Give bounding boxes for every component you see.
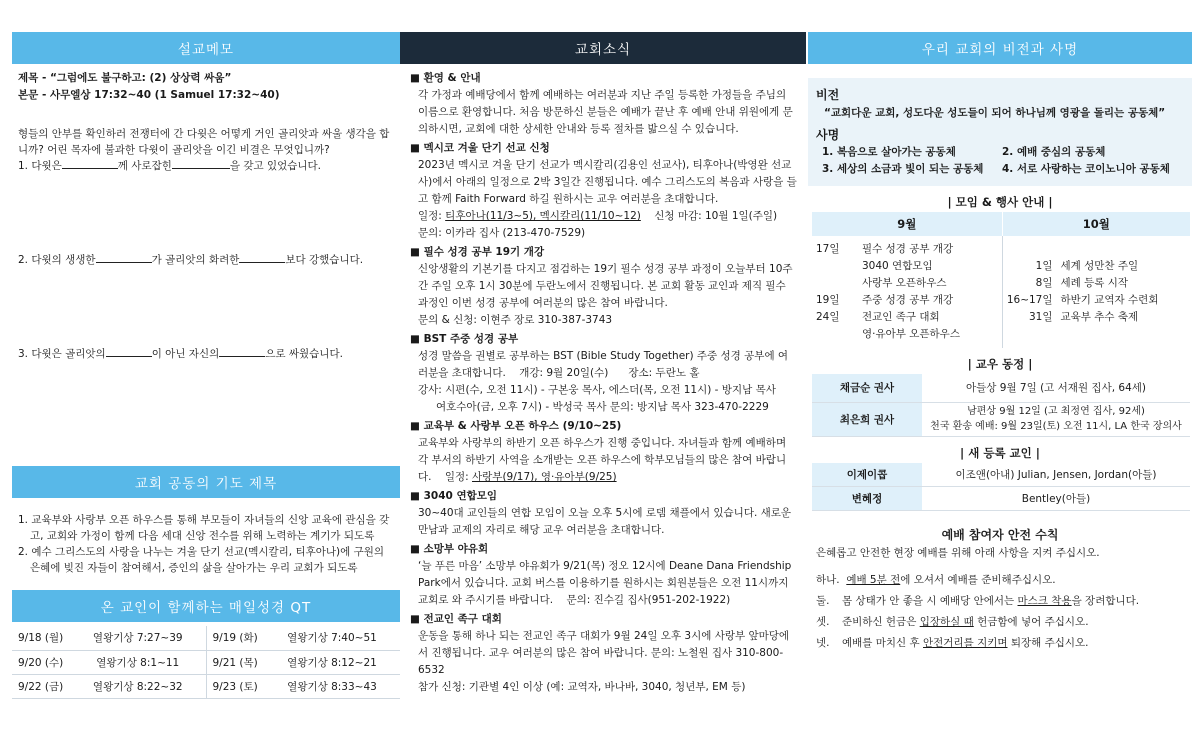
mission-label: 사명 (816, 128, 840, 142)
news-bst-title: ■ BST 주중 성경 공부 (410, 333, 519, 345)
events-sep-list: 17일 필수 성경 공부 개강 3040 연합모임 사랑부 오픈하우스 19일 주중 성경 공부 개강 24일 전교인 족구 대회 영·유아부 오픈하우스 (812, 236, 1002, 348)
left-column (12, 32, 400, 693)
right-column (808, 32, 1192, 652)
middle-column (400, 32, 806, 696)
new-members-table (812, 463, 1190, 512)
prayer-list (12, 506, 400, 576)
table-row: 채금순 권사 아들상 9월 7일 (고 서재원 집사, 64세) (812, 374, 1190, 402)
vision-label: 비전 (816, 88, 840, 102)
events-sep-label: 9월 (812, 212, 1002, 236)
events-oct-list: 1일 세계 성만찬 주일 8일 세례 등록 시작 16~17일 하반기 교역자 수련회 31일 교육부 추수 축제 (1006, 260, 1159, 323)
members-news-table (812, 374, 1190, 437)
vision-box (808, 78, 1192, 186)
sermon-intro: 형들의 안부를 확인하러 전쟁터에 간 다윗은 어떻게 거인 골리앗과 싸울 생각을 합니까? 어린 목자에 불과한 다윗이 골리앗을 이긴 비결은 무엇입니까? (18, 128, 390, 156)
sermon-question-1: 1. 다윗은 께 사로잡힌 을 갖고 있었습니다. (18, 160, 322, 172)
news-bst-teachers: 강사: 시편(수, 오전 11시) - 구본웅 목사, 에스더(목, 오전 11시) - 방지남 목사 (418, 384, 776, 396)
news-soccer-body: 운동을 통해 하나 되는 전교인 족구 대회가 9월 24일 오후 3시에 사랑부 앞마당에서 진행됩니다. 교우 여러분의 많은 참여 바랍니다. 문의: 노철원 집사 310-800-6532 (418, 630, 790, 676)
news-mission-title: ■ 멕시코 겨울 단기 선교 신청 (410, 142, 550, 154)
vision-text: “교회다운 교회, 성도다운 성도들이 되어 하나님께 영광을 돌리는 공동체” (824, 107, 1166, 119)
prayer-item: 1. 교육부와 사랑부 오픈 하우스를 통해 부모들이 자녀들의 신앙 교육에 관심을 갖고, 교회와 가정이 함께 다음 세대 신앙 전수를 위해 노력하는 계기가 되도록 (18, 514, 390, 542)
news-mission-contact: 문의: 이카라 집사 (213-470-7529) (418, 227, 586, 239)
news-hope-title: ■ 소망부 야유회 (410, 543, 489, 555)
news-bst-teachers-2: 여호수아(금, 오후 7시) - 박성국 목사 문의: 방지남 목사 323-470-2229 (436, 401, 769, 413)
sermon-question-3: 3. 다윗은 골리앗의 이 아닌 자신의 으로 싸웠습니다. (18, 348, 343, 360)
qt-header: 온 교인이 함께하는 매일성경 QT (12, 590, 400, 622)
table-row: 변혜정 Bentley(아들) (812, 487, 1190, 511)
news-3040-body: 30~40대 교인들의 연합 모임이 오늘 오후 5시에 로뎀 채플에서 있습니다. 새로운 만남과 교제의 자리로 해당 교우 여러분을 초대합니다. (418, 507, 792, 536)
sermon-title: 제목 - “그럼에도 불구하고: (2) 상상력 싸움” (18, 72, 232, 84)
safety-item: 하나. 예배 5분 전에 오셔서 예배를 준비해주십시오. (816, 574, 1056, 586)
news-3040-title: ■ 3040 연합모임 (410, 490, 498, 502)
events-table (812, 212, 1190, 348)
table-row: 9/20 (수) 열왕기상 8:1~11 9/21 (목) 열왕기상 8:12~21 (12, 650, 400, 674)
prayer-header: 교회 공동의 기도 제목 (12, 466, 400, 498)
new-members-title: | 새 등록 교인 | (960, 445, 1040, 460)
members-news-title: | 교우 동정 | (967, 357, 1033, 371)
sermon-text: 본문 - 사무엘상 17:32~40 (1 Samuel 17:32~40) (18, 89, 280, 101)
news-welcome-body: 각 가정과 예배당에서 함께 예배하는 여러분과 지난 주일 등록한 가정들을 주님의 이름으로 환영합니다. 처음 방문하신 분들은 예배가 끝난 후 예배 안내 위원에게 문의하시면, 교회에 대한 상세한 안내와 등록 절차를 밟으실 수 있습니다. (418, 89, 793, 135)
safety-item: 둘. 몸 상태가 안 좋을 시 예배당 안에서는 마스크 착용을 장려합니다. (816, 595, 1140, 607)
news-soccer-join: 참가 신청: 기관별 4인 이상 (예: 교역자, 바나바, 3040, 청년부, EM 등) (418, 681, 746, 693)
news-open-body: 교육부와 사랑부의 하반기 오픈 하우스가 진행 중입니다. 자녀들과 함께 예배하며 각 부서의 하반기 사역을 소개받는 오픈 하우스에 학부모님들의 많은 참여 바랍니다. 일정: 사랑부(9/17), 영·유아부(9/25) (418, 437, 787, 483)
news-open-title: ■ 교육부 & 사랑부 오픈 하우스 (9/10~25) (410, 420, 622, 432)
table-row: 최은희 권사 남편상 9월 12일 (고 최정연 집사, 92세) 천국 환송 예배: 9월 23일(토) 오전 11시, LA 한국 장의사 (812, 402, 1190, 436)
news-bible-body: 신앙생활의 기본기를 다지고 점검하는 19기 필수 성경 공부 과정이 오늘부터 10주간 주일 오후 1시 30분에 두란노에서 진행됩니다. 본 교회 활동 교인과 제직 필수 과정인 이번 성경 공부에 여러분의 많은 참여 바랍니다. (418, 263, 793, 309)
events-title: | 모임 & 행사 안내 | (947, 195, 1053, 209)
news-bst-body: 성경 말씀을 권별로 공부하는 BST (Bible Study Together) 주중 성경 공부에 여러분을 초대합니다. 개강: 9월 20일(수) 장소: 두란노 홀 (418, 350, 789, 379)
safety-rules (808, 525, 1192, 652)
table-row: 9/22 (금) 열왕기상 8:22~32 9/23 (토) 열왕기상 8:33~43 (12, 674, 400, 698)
mission-item: 2. 예배 중심의 공동체 (1002, 146, 1106, 158)
news-mission-dates: 일정: 티후아나(11/3~5), 멕시칼리(11/10~12) 신청 마감: 10월 1일(주일) (418, 210, 778, 222)
safety-title: 예배 참여자 안전 수칙 (941, 528, 1059, 542)
mission-item: 1. 복음으로 살아가는 공동체 (822, 146, 956, 158)
table-row: 이제이콥 이조앤(아내) Julian, Jensen, Jordan(아들) (812, 463, 1190, 487)
safety-item: 셋. 준비하신 헌금은 입장하실 때 헌금함에 넣어 주십시오. (816, 616, 1089, 628)
news-bible-contact: 문의 & 신청: 이현주 장로 310-387-3743 (418, 314, 613, 326)
prayer-item: 2. 예수 그리스도의 사랑을 나누는 겨울 단기 선교(멕시칼리, 티후아나)에 구원의 은혜에 빚진 자들이 참여해서, 증인의 삶을 살아가는 우리 교회가 되도록 (18, 546, 385, 574)
news-hope-body: ‘늘 푸른 마음’ 소망부 야유회가 9/21(목) 정오 12시에 Deane Dana Friendship Park에서 있습니다. 교회 버스를 이용하기를 원하시는 회원분들은 오전 11시까지 교회로 와 주시기를 바랍니다. 문의: 진수길 집사(951-202-1922) (418, 560, 792, 606)
qt-table (12, 626, 400, 699)
mission-item: 4. 서로 사랑하는 코이노니아 공동체 (1002, 163, 1170, 175)
sermon-memo (12, 64, 400, 362)
table-row: 9/18 (월) 열왕기상 7:27~39 9/19 (화) 열왕기상 7:40~51 (12, 626, 400, 650)
mission-list (816, 144, 1184, 178)
safety-intro: 은혜롭고 안전한 현장 예배를 위해 아래 사항을 지켜 주십시오. (816, 547, 1100, 559)
church-news (400, 64, 806, 696)
news-welcome-title: ■ 환영 & 안내 (410, 72, 481, 84)
safety-item: 넷. 예배를 마치신 후 안전거리를 지키며 퇴장해 주십시오. (816, 637, 1089, 649)
news-soccer-title: ■ 전교인 족구 대회 (410, 613, 502, 625)
sermon-question-2: 2. 다윗의 생생한 가 골리앗의 화려한 보다 강했습니다. (18, 254, 364, 266)
mission-item: 3. 세상의 소금과 빛이 되는 공동체 (822, 163, 984, 175)
events-oct-label: 10월 (1002, 212, 1190, 236)
news-header: 교회소식 (400, 32, 806, 64)
news-bible-title: ■ 필수 성경 공부 19기 개강 (410, 246, 545, 258)
sermon-header: 설교메모 (12, 32, 400, 64)
news-mission-body: 2023년 멕시코 겨울 단기 선교가 멕시칼리(김용인 선교사), 티후아나(박영완 선교사)에서 아래의 일정으로 2박 3일간 진행됩니다. 예수 그리스도의 복음과 사랑을 들고 함께 Faith Forward 하길 원하시는 교우 여러분을 초대합니다. (418, 159, 797, 205)
vision-header: 우리 교회의 비전과 사명 (808, 32, 1192, 64)
